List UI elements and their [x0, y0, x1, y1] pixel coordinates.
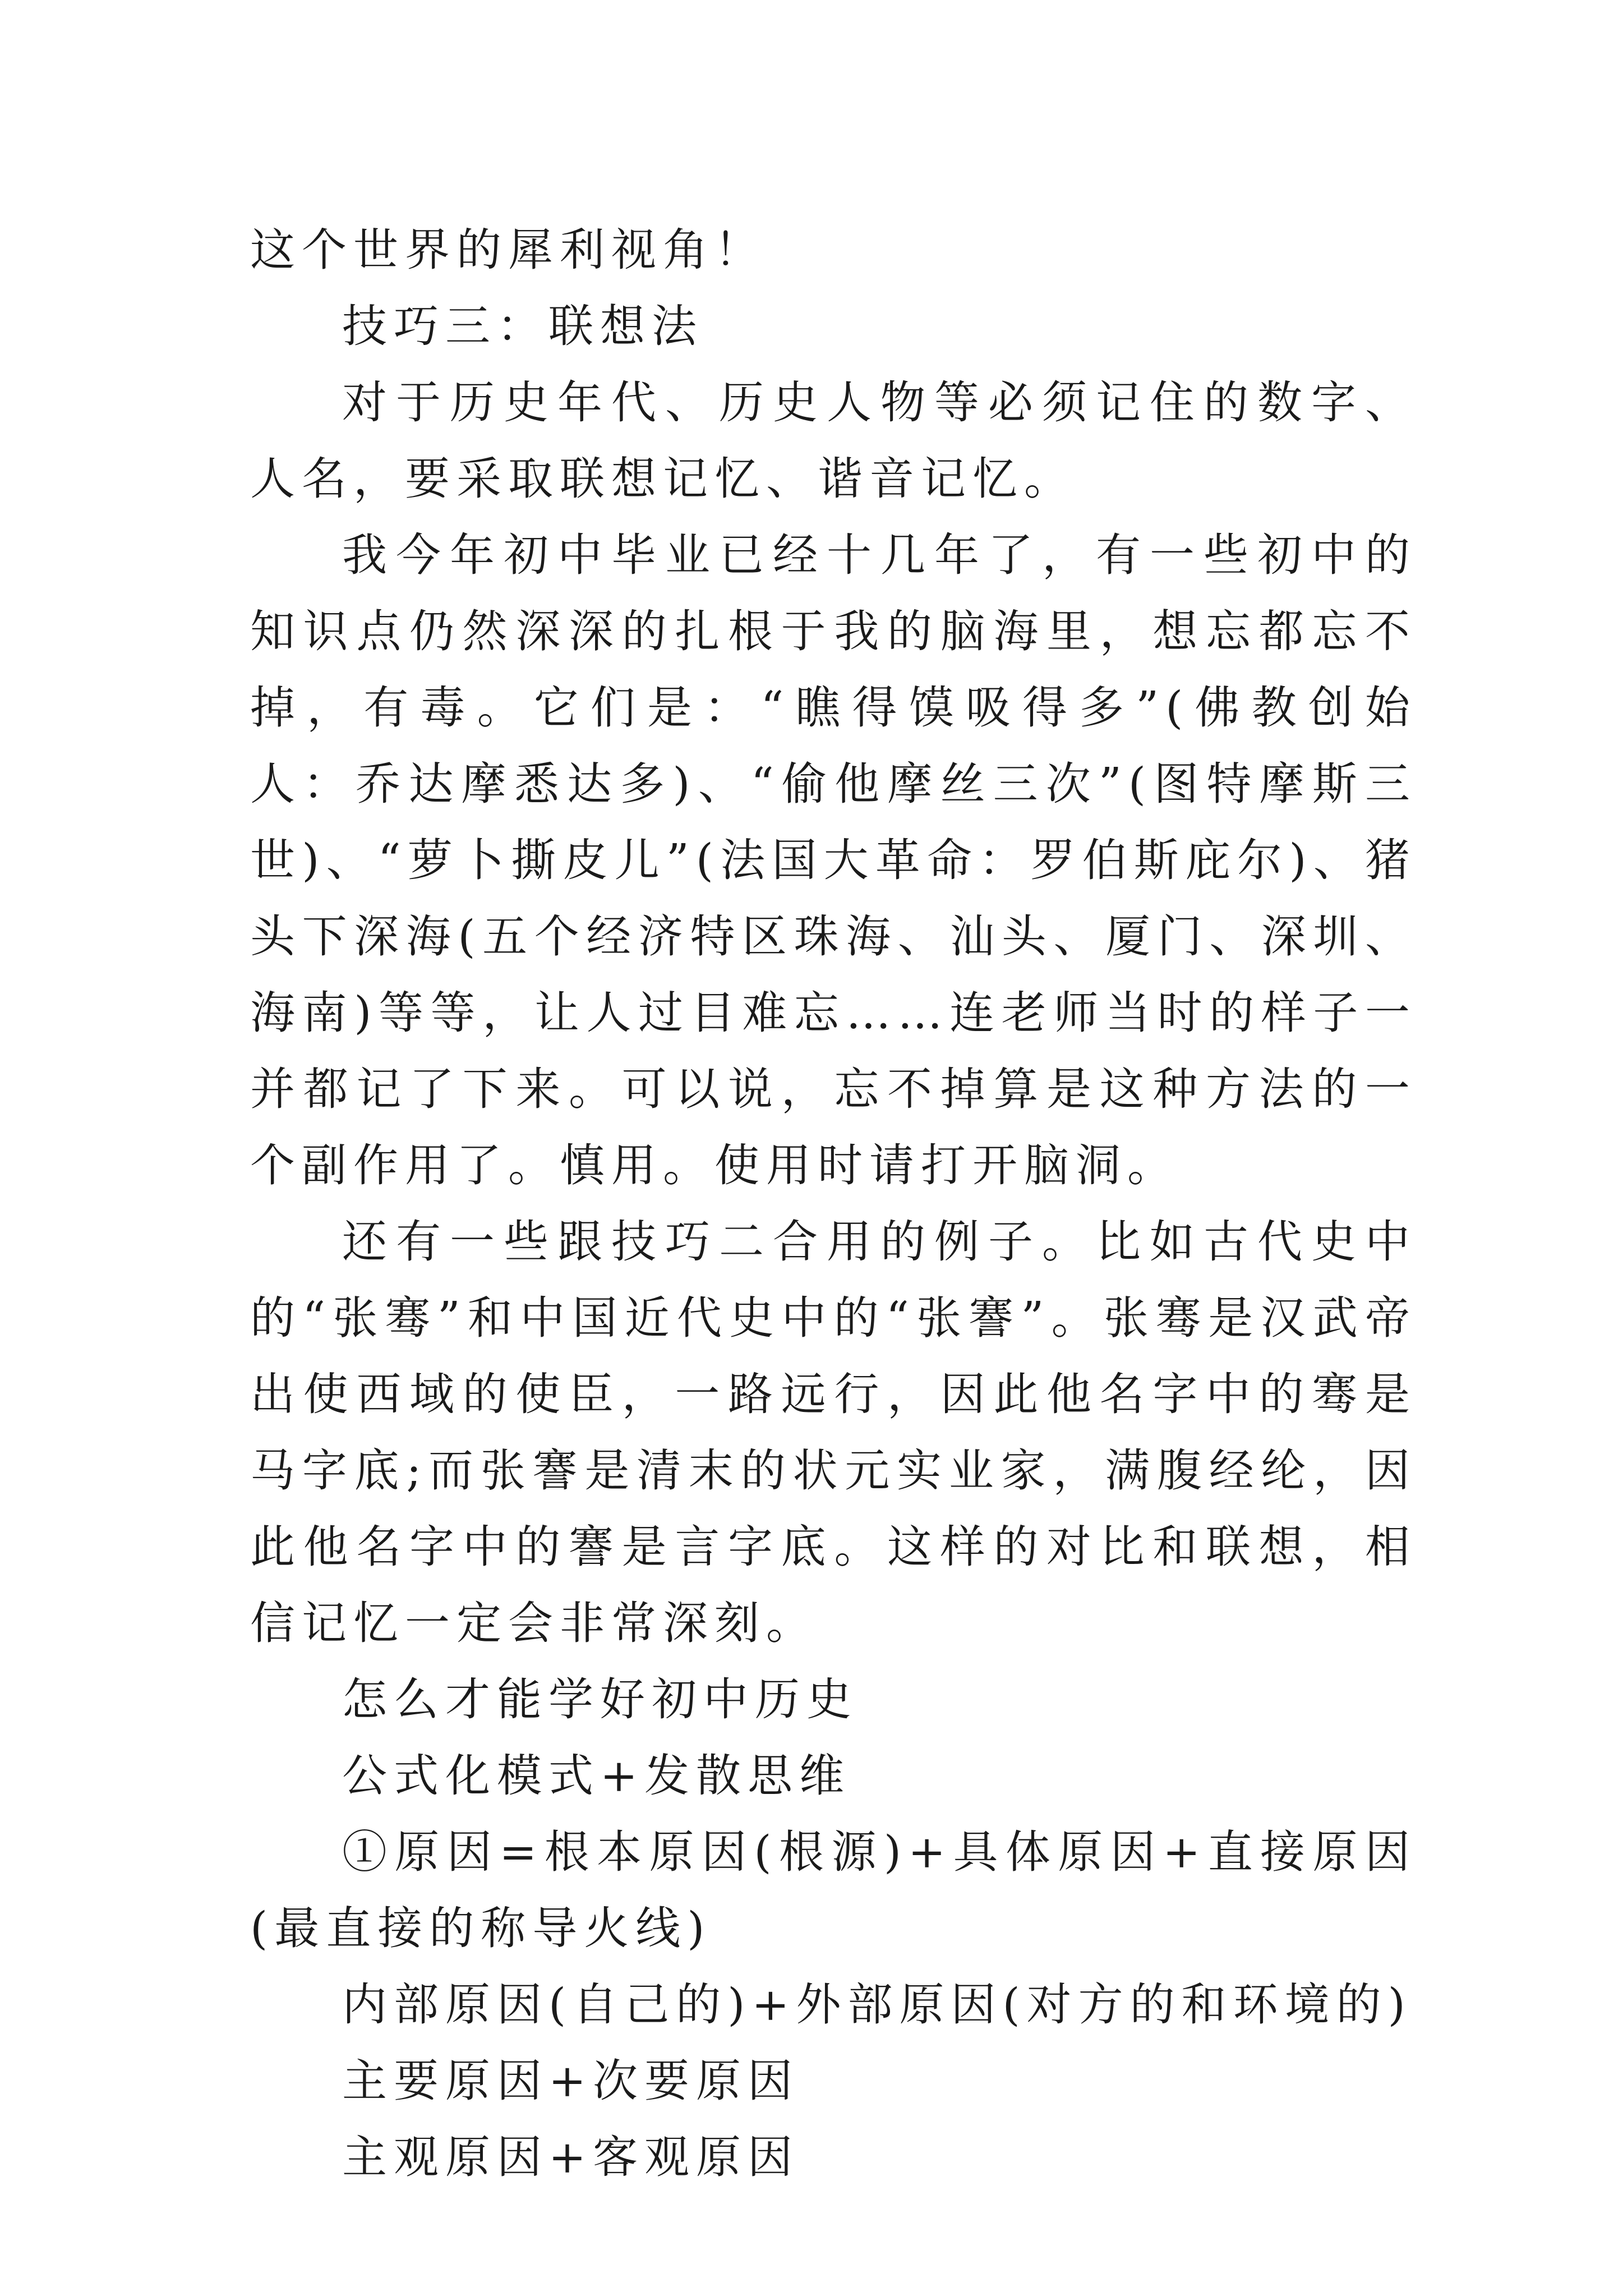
paragraph: 主要原因+次要原因	[342, 2055, 800, 2107]
paragraph: 内部原因(自己的)+外部原因(对方的和环境的)	[342, 1978, 1412, 2031]
paragraph: 对于历史年代、历史人物等必须记住的数字、人名，要采取联想记忆、谐音记忆。	[250, 376, 1417, 505]
paragraph: 公式化模式+发散思维	[342, 1750, 851, 1802]
paragraph: 这个世界的犀利视角！	[250, 224, 766, 276]
document-body	[250, 212, 1417, 2196]
paragraph: 还有一些跟技巧二合用的例子。比如古代史中的“张骞”和中国近代史中的“张謇”。张骞是汉武帝出使西域的使臣，一路远行，因此他名字中的骞是马字底;而张謇是清末的状元实业家，满腹经纶，因此他名字中的謇是言字底。这样的对比和联想，相信记忆一定会非常深刻。	[250, 1216, 1417, 1649]
paragraph: 我今年初中毕业已经十几年了，有一些初中的知识点仍然深深的扎根于我的脑海里，想忘都忘不掉，有毒。它们是：“瞧得馍吸得多”(佛教创始人：乔达摩悉达多)、“偷他摩丝三次”(图特摩斯三世)、“萝卜撕皮儿”(法国大革命：罗伯斯庇尔)、猪头下深海(五个经济特区珠海、汕头、厦门、深圳、海南)等等，让人过目难忘……连老师当时的样子一并都记了下来。可以说，忘不掉算是这种方法的一个副作用了。慎用。使用时请打开脑洞。	[250, 529, 1417, 1191]
section-heading: 技巧三：联想法	[342, 300, 703, 352]
paragraph: 主观原因+客观原因	[342, 2131, 800, 2183]
section-heading: 怎么才能学好初中历史	[342, 1673, 858, 1726]
paragraph: ①原因=根本原因(根源)+具体原因+直接原因(最直接的称导火线)	[250, 1826, 1417, 1954]
